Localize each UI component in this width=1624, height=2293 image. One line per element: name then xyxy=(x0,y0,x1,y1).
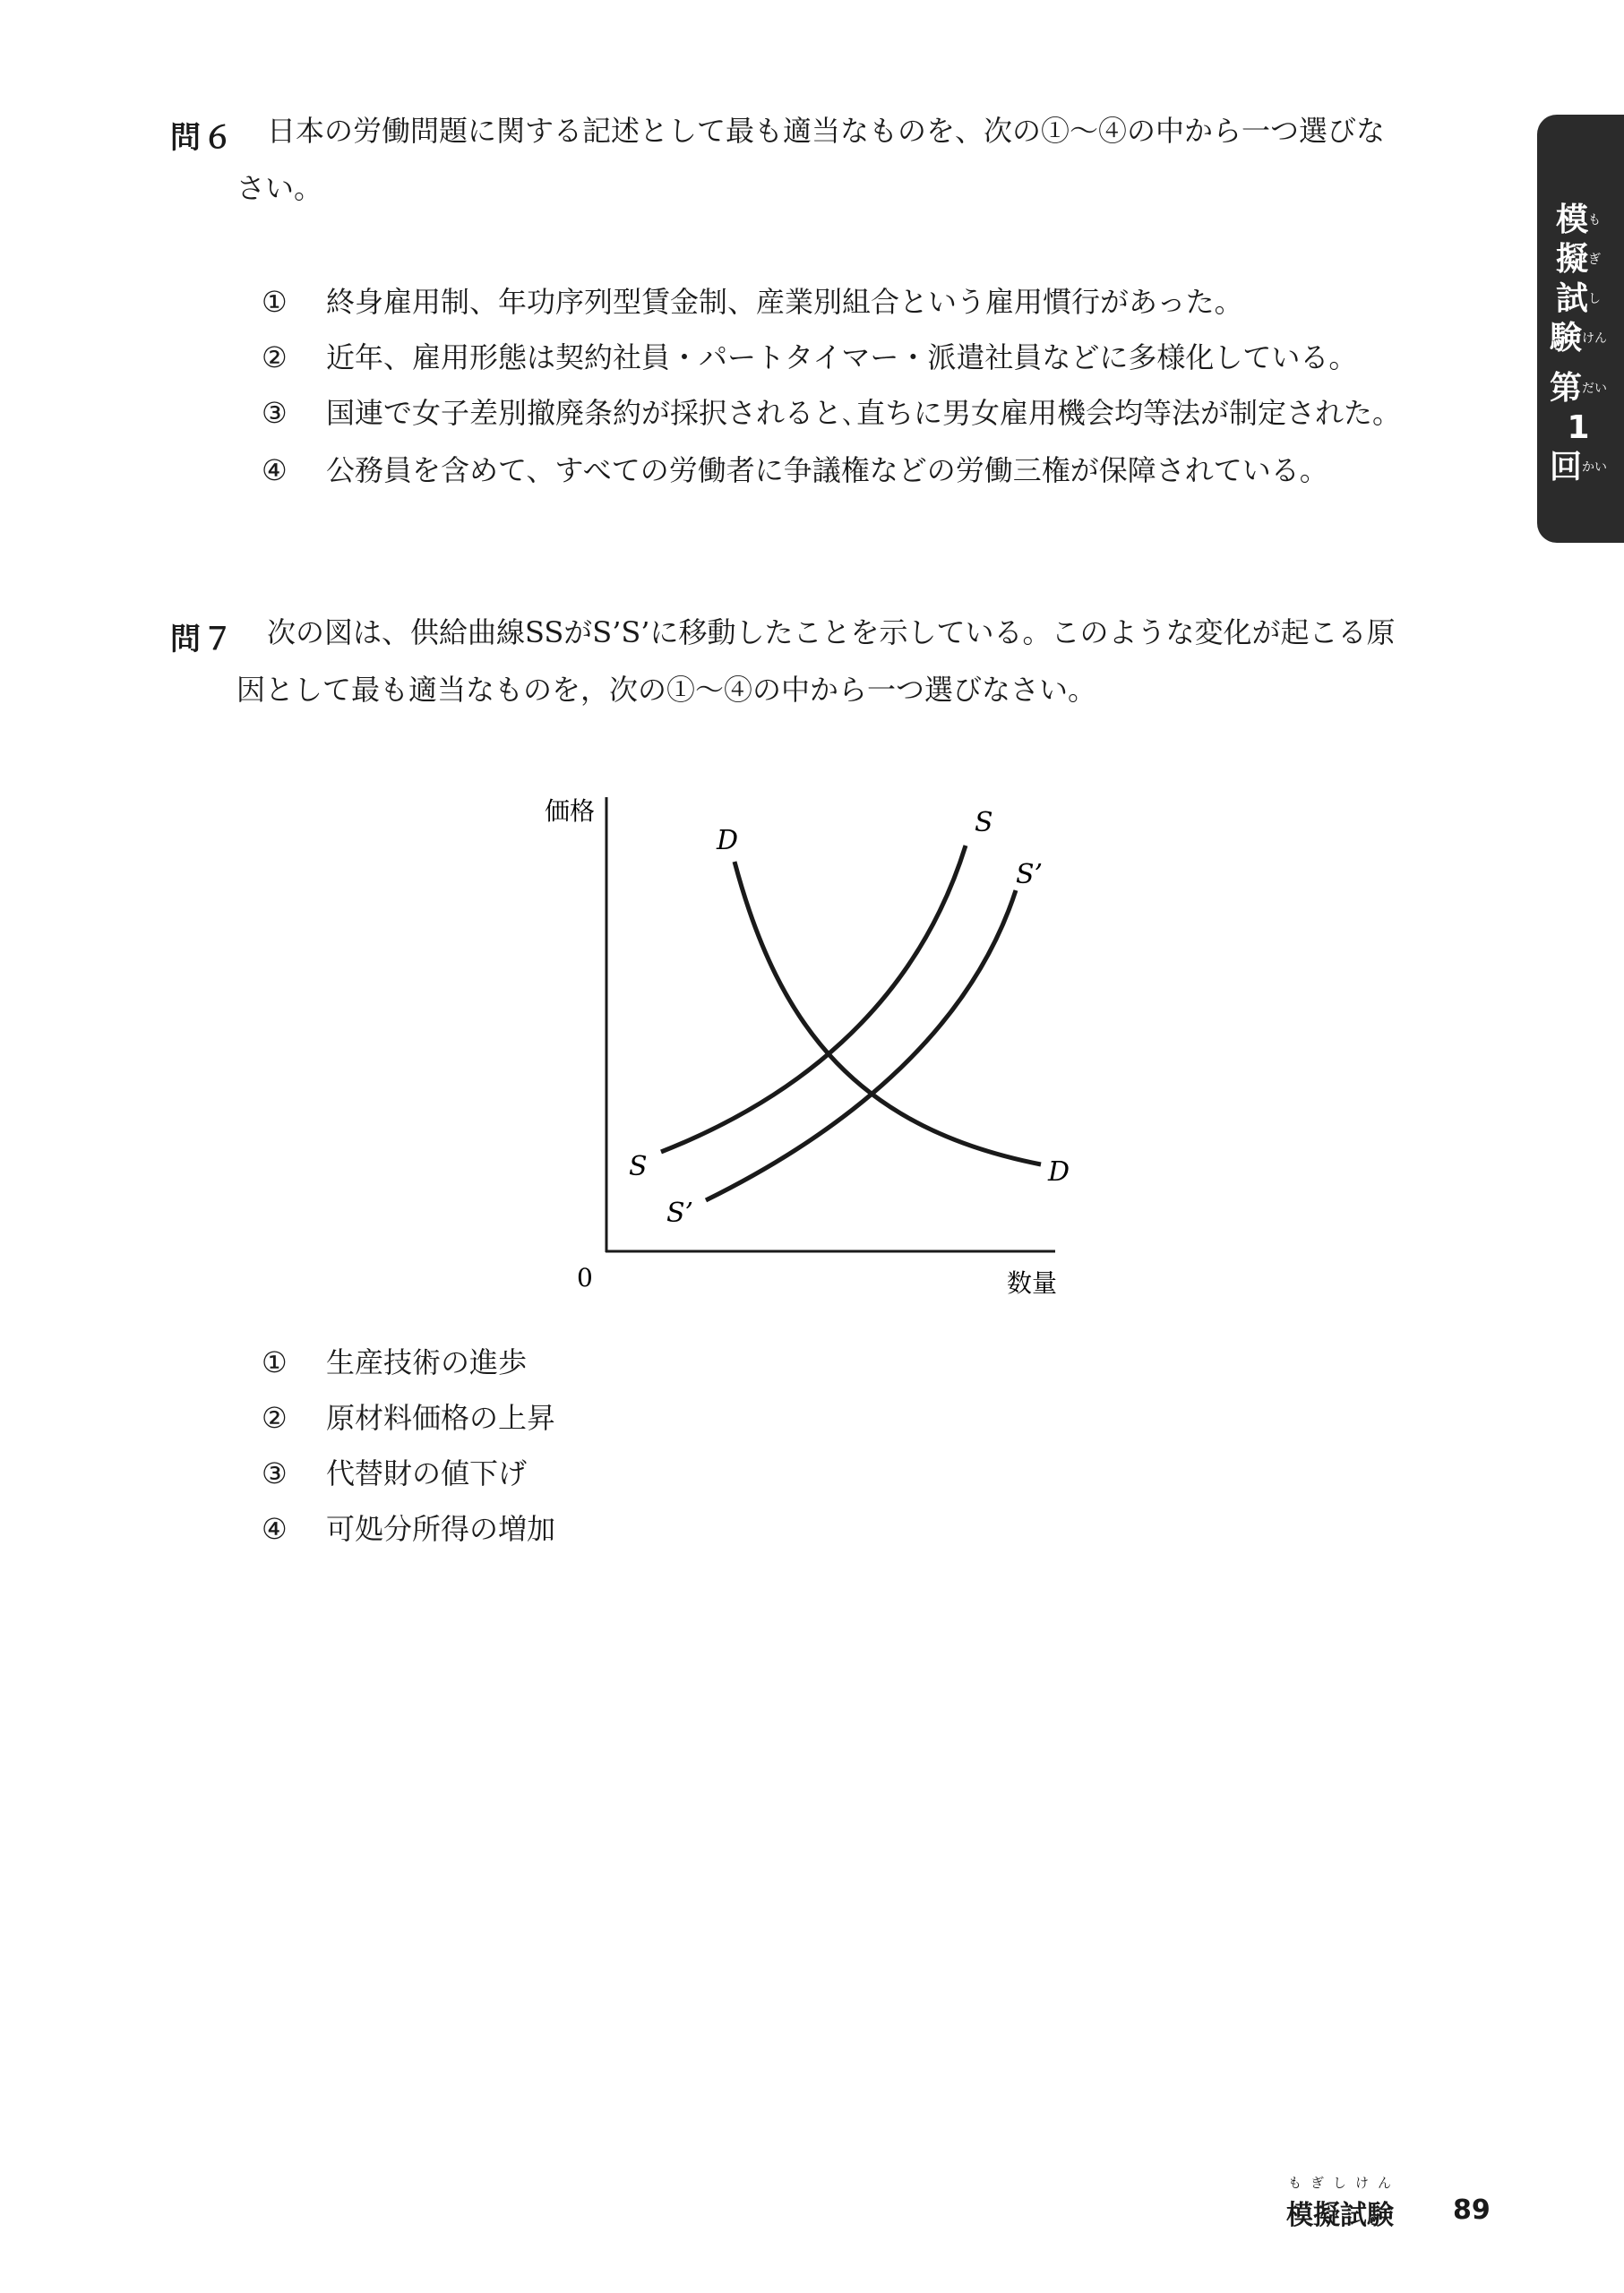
supply-curve-s xyxy=(661,846,966,1152)
tab-char: 1 xyxy=(1567,409,1590,446)
q6-text-line1: 日本の労働問題に関する記述として最も適当なものを、次の①〜④の中から一つ選びな xyxy=(267,114,1386,148)
choice-text: 終身雇用制、年功序列型賃金制、産業別組合という雇用慣行があった。 xyxy=(326,285,1243,319)
q6-choice-2 xyxy=(262,335,1357,376)
choice-text: 国連で女子差別撤廃条約が採択されると､直ちに男女雇用機会均等法が制定された。 xyxy=(326,396,1402,430)
q6-choice-4 xyxy=(262,448,1328,489)
footer-title: 模擬試験 xyxy=(1286,2200,1394,2231)
q6-choice-1 xyxy=(262,279,1243,321)
choice-text: 生産技術の進歩 xyxy=(326,1345,528,1379)
choice-number: ③ xyxy=(262,396,288,430)
tab-row xyxy=(1550,319,1607,358)
tab-char: 験 xyxy=(1550,320,1583,356)
choice-number: ② xyxy=(262,340,288,374)
choice-text: 可処分所得の増加 xyxy=(326,1512,556,1546)
q6-text-line2: さい。 xyxy=(236,171,323,205)
s-prime-label-top: S’ xyxy=(1016,859,1044,890)
q7-text-line2: 因として最も適当なものを，次の①〜④の中から一つ選びなさい。 xyxy=(236,673,1097,707)
d-label-top: D xyxy=(717,825,739,856)
tab-row xyxy=(1556,279,1601,319)
page-number: 89 xyxy=(1453,2194,1491,2226)
choice-text: 原材料価格の上昇 xyxy=(326,1401,556,1435)
tab-ruby: も xyxy=(1588,213,1602,228)
tab-char: 擬 xyxy=(1556,241,1589,278)
choice-number: ① xyxy=(262,285,288,319)
tab-ruby: かい xyxy=(1582,460,1608,475)
d-label-bottom: D xyxy=(1048,1156,1070,1188)
tab-ruby: し xyxy=(1588,292,1602,306)
q7-text-line1: 次の図は、供給曲線SSがS’S’に移動したことを示している。このような変化が起こる原 xyxy=(267,615,1396,649)
s-prime-label-bottom: S’ xyxy=(666,1198,694,1229)
choice-text: 公務員を含めて、すべての労働者に争議権などの労働三権が保障されている。 xyxy=(326,453,1328,487)
tab-column-dai-ikkai xyxy=(1550,369,1607,487)
s-label-top: S xyxy=(975,807,993,838)
tab-row xyxy=(1550,448,1607,487)
tab-ruby: けん xyxy=(1582,331,1608,346)
tab-char: 第 xyxy=(1550,370,1583,407)
demand-curve xyxy=(735,862,1041,1164)
tab-char: 試 xyxy=(1556,280,1589,317)
choice-text: 代替財の値下げ xyxy=(326,1456,528,1490)
s-label-bottom: S xyxy=(629,1151,648,1182)
tab-char: 回 xyxy=(1550,449,1583,485)
tab-ruby: ぎ xyxy=(1588,253,1602,267)
y-axis-label: 価格 xyxy=(545,796,596,826)
q6-label: 問６ xyxy=(170,120,235,156)
choice-text: 近年、雇用形態は契約社員・パートタイマー・派遣社員などに多様化している。 xyxy=(326,340,1358,374)
tab-row xyxy=(1550,369,1607,408)
x-axis-label: 数量 xyxy=(1007,1268,1058,1298)
q7-label: 問７ xyxy=(170,622,235,657)
choice-number: ④ xyxy=(262,453,288,487)
tab-column-mogi-shiken xyxy=(1550,201,1607,358)
tab-row xyxy=(1556,201,1601,240)
origin-label: 0 xyxy=(577,1263,593,1292)
tab-char: 模 xyxy=(1556,202,1589,238)
supply-curve-s-prime xyxy=(706,890,1016,1200)
footer-ruby: もぎしけん xyxy=(1288,2175,1401,2191)
q7-choice-4 xyxy=(262,1507,555,1548)
side-tab xyxy=(1537,115,1624,543)
q7-choice-3 xyxy=(262,1451,527,1492)
q7-choice-2 xyxy=(262,1396,555,1437)
tab-row xyxy=(1556,240,1601,279)
choice-number: ③ xyxy=(262,1456,288,1490)
q6-choice-3 xyxy=(262,391,1401,432)
tab-ruby: だい xyxy=(1582,382,1608,396)
tab-row xyxy=(1567,408,1589,448)
choice-number: ② xyxy=(262,1401,288,1435)
choice-number: ④ xyxy=(262,1512,288,1546)
choice-number: ① xyxy=(262,1345,288,1379)
q7-choice-1 xyxy=(262,1340,527,1381)
